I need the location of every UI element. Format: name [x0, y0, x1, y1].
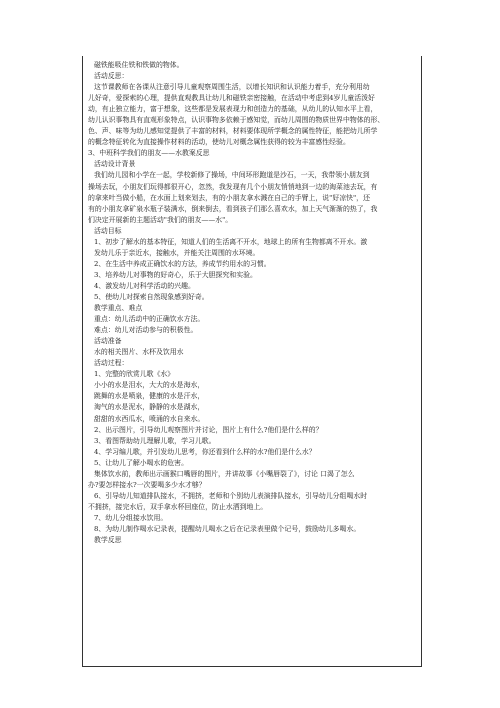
text-line: 7、幼儿分组接水饮用。	[94, 513, 168, 522]
text-line: 活动过程：	[94, 359, 129, 368]
text-line: 难点：幼儿对活动参与的积极性。	[94, 326, 198, 335]
text-line: 幼儿认识事物具有直观形象特点，认识事物多依赖于感知觉，而幼儿周围的物质世界中物体的形、	[88, 116, 385, 125]
text-line: 活动设计背景	[94, 160, 136, 169]
text-line: 小小的水是泪水，大大的水是海水，	[94, 381, 205, 390]
text-line: 1、完整的欣赏儿歌《水》	[94, 370, 175, 379]
text-line: 们决定开展新的主题活动"我们的朋友——水"。	[88, 215, 233, 224]
text-line: 6、引导幼儿知道排队接水，不拥挤，老师和个别幼儿表演排队接水，引导幼儿分组喝水时	[94, 491, 368, 500]
text-line: 8、为幼儿制作喝水记录表，提醒幼儿喝水之后在记录表里做个记号，鼓励幼儿多喝水。	[94, 524, 361, 533]
text-line: 这节课教师在各课从注意引导儿童观察周围生活，以增长知识和认识能力着手，充分利用幼	[94, 83, 370, 92]
text-line: 色、声、味等为幼儿感知觉提供了丰富的材料，材料要体现所学概念的属性特征，能把幼儿所学	[88, 127, 378, 136]
text-line: 教学重点、难点	[94, 304, 143, 313]
text-line: 的概念特征转化为直接操作材料的活动，使幼儿对概念属性获得的较为丰富感性经验。	[88, 138, 350, 147]
text-line: 跳舞的水是喷泉，健康的水是汗水，	[94, 392, 205, 401]
text-line: 5、使幼儿对探索自然现象感到好奇。	[94, 292, 209, 301]
text-line: 1、初步了解水的基本特征，知道人们的生活离不开水，地球上的所有生物都离不开水。激	[94, 237, 368, 246]
text-line: 甜甜的水西瓜水，喷涌的水自来水。	[94, 414, 205, 423]
text-line: 教学反思	[94, 536, 122, 545]
text-line: 有的小朋友拿矿泉水瓶子装满水，倒来倒去，看到孩子们那么喜欢水，加上天气渐渐的热了，我	[88, 204, 378, 213]
text-line: 3、培养幼儿对事物的好奇心，乐于大胆探究和实验。	[94, 270, 257, 279]
text-line: 2、在生活中养成正确饮水的方法，养成节约用水的习惯。	[94, 259, 271, 268]
text-line: 4、激发幼儿对科学活动的兴趣。	[94, 281, 195, 290]
text-line: 集体饮水前，教师出示画猴口嘴唇的图片，并讲故事《小嘴唇裂了》，讨论 口渴了怎么	[94, 469, 355, 478]
text-line: 活动准备	[94, 337, 122, 346]
text-line: 淘气的水是泥水，静静的水是湖水，	[94, 403, 205, 412]
text-line: 2、出示图片，引导幼儿观察图片并讨论，图片上有什么?他们是什么样的？	[94, 425, 323, 434]
text-line: 动，有止独立能力，富于想象，这些都是发展表现力和创造力的基础，从幼儿的认知水平上看，	[88, 105, 378, 114]
text-line: 5、让幼儿了解小喝水的危害。	[94, 458, 188, 467]
text-line: 不拥挤，接完水后，双手拿水杯回座位，防止水洒到地上。	[88, 502, 268, 511]
document-body	[88, 60, 416, 546]
text-line: 3、看图帮助幼儿理解儿歌，学习儿歌。	[94, 436, 216, 445]
text-line: 办?要怎样接水?一次要喝多少水才够？	[88, 480, 206, 489]
text-line: 4、学习编儿歌，并引发幼儿思考，你还看到什么样的水?他们是什么水？	[94, 447, 316, 456]
text-line: 操场去玩，小朋友们玩得都很开心，忽然，我发现有几个小朋友悄悄地到一边的淘菜池去玩，有	[88, 182, 378, 191]
text-line: 发幼儿乐于亲近水，接触水，并能关注周围的水环境。	[94, 248, 260, 257]
text-line: 我们幼儿园和小学在一起，学校新修了操场，中间环形跑道是沙石，一天，我带领小朋友到	[94, 171, 370, 180]
text-line: 重点：幼儿活动中的正确饮水方法。	[94, 315, 205, 324]
text-line: 3、中班科学我们的朋友——水教案反思	[88, 149, 210, 158]
text-line: 水的相关图片、水杯及饮用水	[94, 348, 184, 357]
text-line: 磁铁能吸住铁和铁做的物体。	[94, 61, 184, 69]
text-line: 的拿来叶当做小船，在水面上划来划去，有的小朋友拿水溅在自己的手臂上，说"好凉快"，还	[88, 193, 370, 202]
text-line: 活动反思：	[94, 72, 129, 81]
text-line: 活动目标	[94, 226, 122, 235]
text-line: 儿好奇，爱探索的心理，提供直观教具让幼儿和磁铁亲密接触，在活动中考虑到4岁儿童活泼好	[88, 94, 375, 103]
